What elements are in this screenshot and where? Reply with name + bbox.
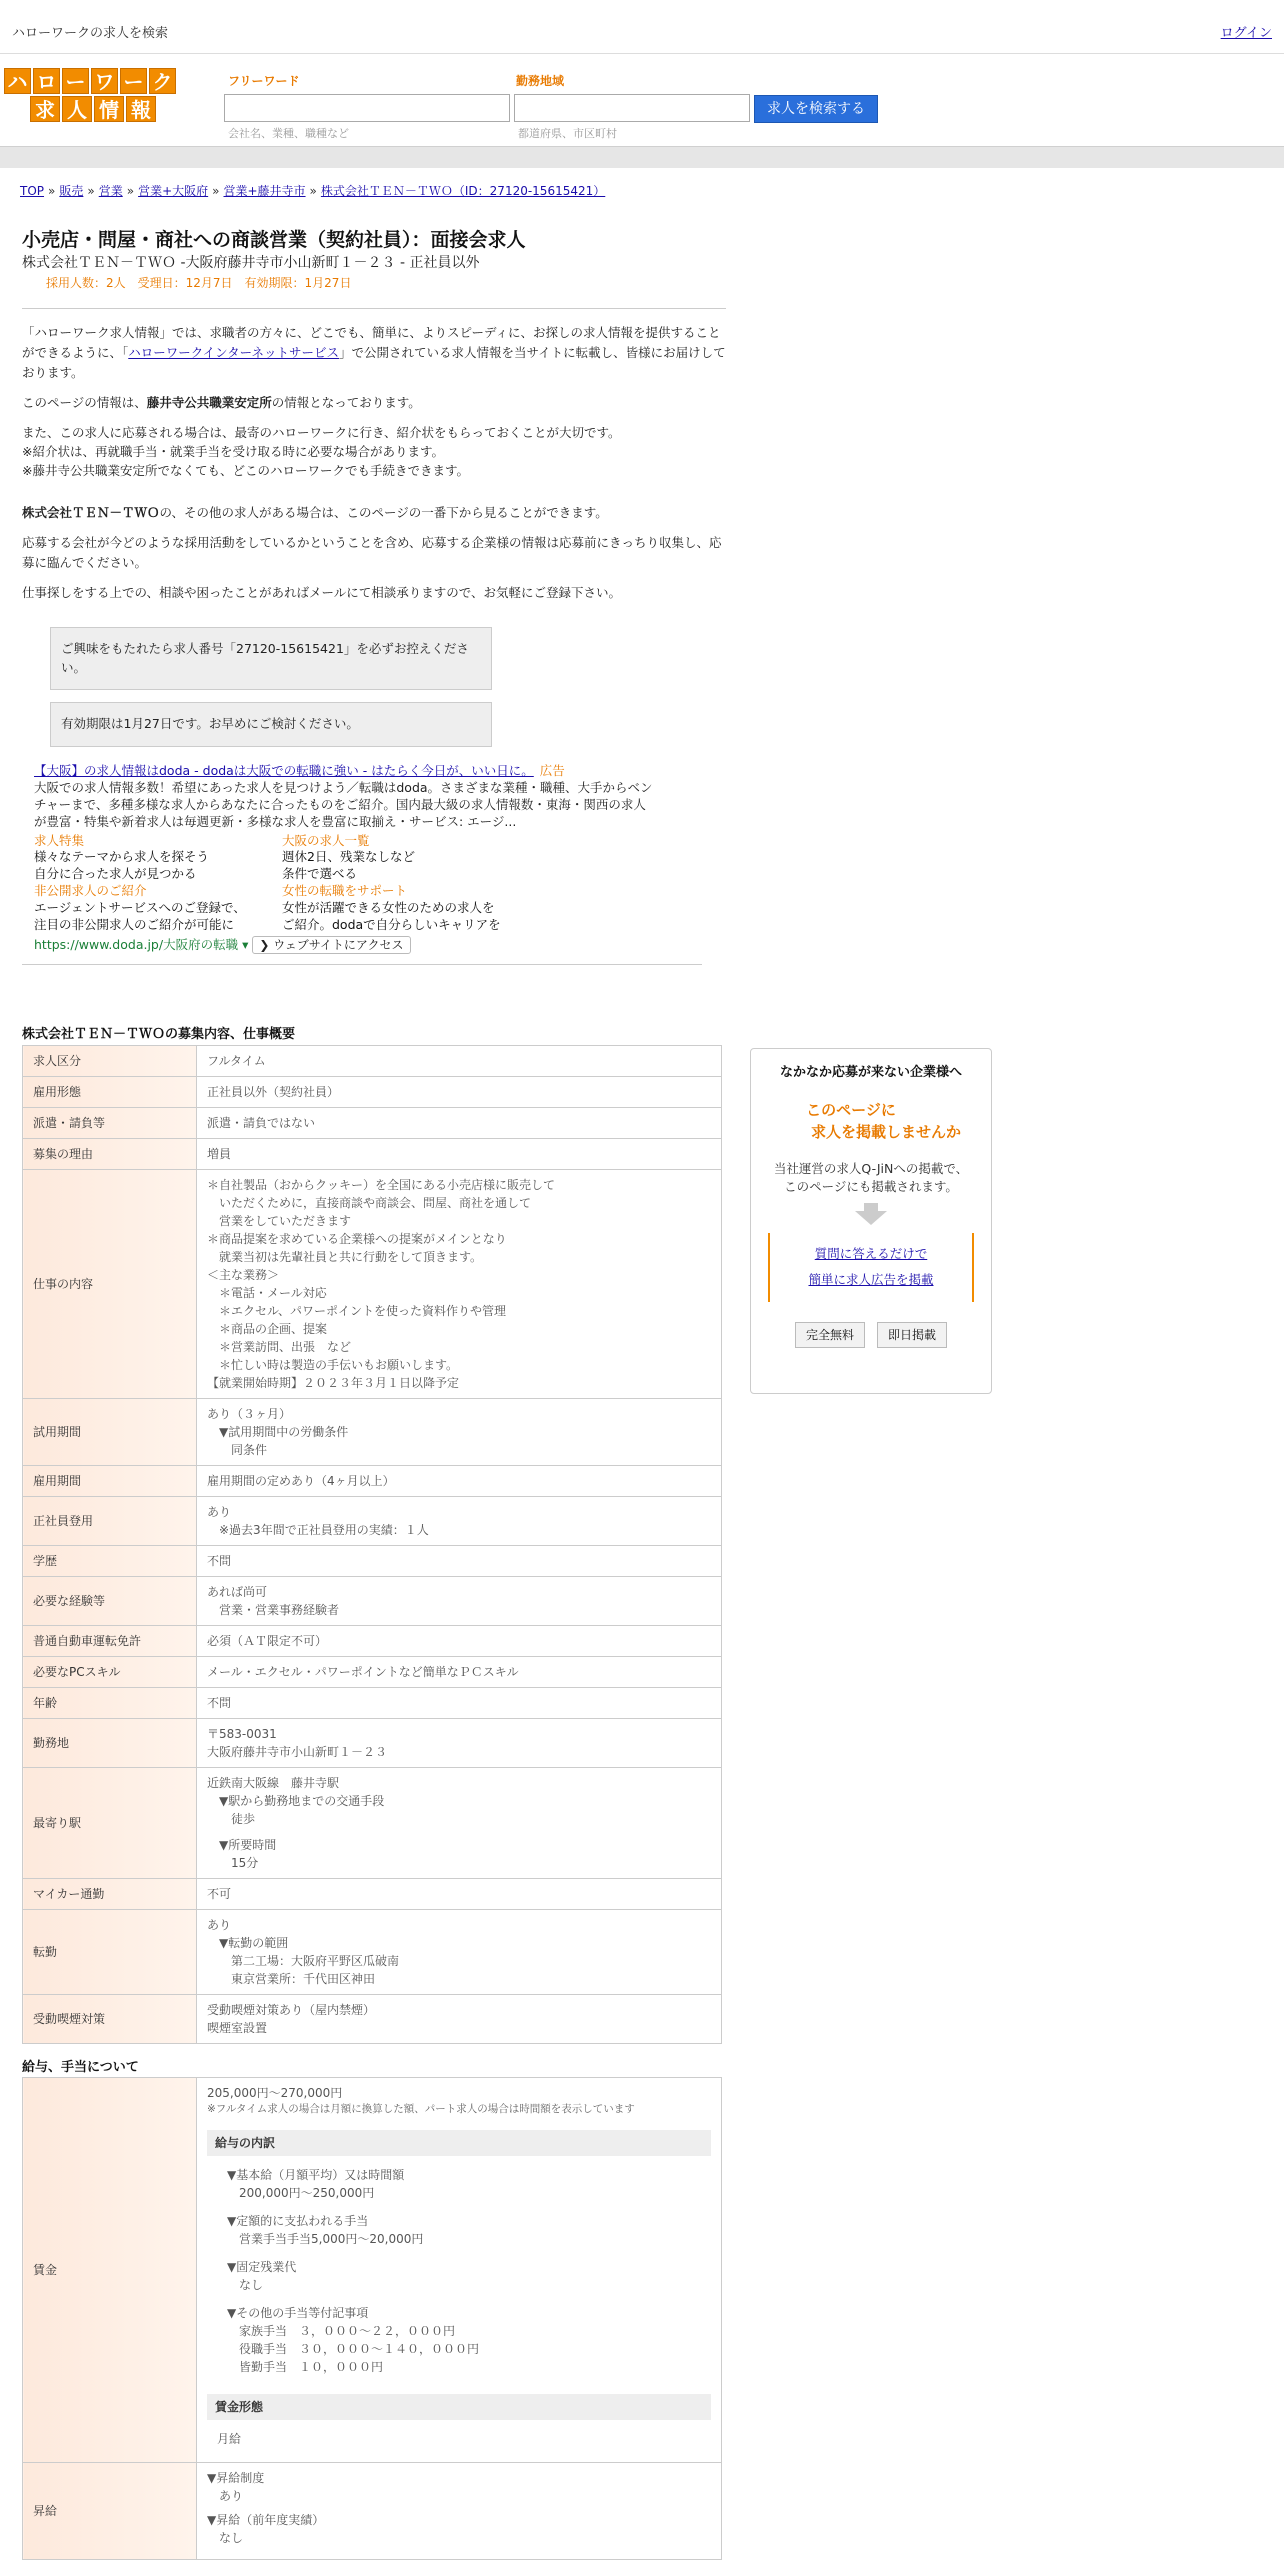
row-value-line: 営業をしていただきます — [207, 1213, 352, 1228]
job-number-notice: ご興味をもたれたら求人番号「27120-15615421」を必ずお控えください。 — [50, 627, 492, 691]
salary-item-value: 営業手当手当5,000円〜20,000円 — [239, 2231, 424, 2246]
raise-heading: ▼昇給制度 — [207, 2470, 265, 2485]
raise-heading: ▼昇給（前年度実績） — [207, 2512, 325, 2527]
breadcrumb-link[interactable]: 営業+藤井寺市 — [223, 184, 306, 198]
row-value-line: 営業・営業事務経験者 — [207, 1602, 340, 1617]
table-row — [23, 1045, 722, 1076]
row-value-line: 喫煙室設置 — [207, 2020, 268, 2035]
row-key: 試用期間 — [23, 1398, 197, 1465]
logo-char: ク — [149, 68, 176, 94]
breadcrumb-separator: » — [48, 184, 56, 198]
row-value-line: ▼所要時間 — [207, 1837, 277, 1852]
salary-item-heading: ▼基本給（月額平均）又は時間額 — [227, 2167, 405, 2182]
row-value-line: ＜主な業務＞ — [207, 1267, 280, 1282]
raise-item — [207, 2511, 711, 2547]
ad-sitelink-text: エージェントサービスへのご登録で、 — [34, 900, 246, 916]
salary-item-value: 役職手当 ３０，０００〜１４０，０００円 — [239, 2341, 480, 2356]
row-value-line: ※過去3年間で正社員登用の実績：１人 — [207, 1522, 429, 1537]
ad-title-link[interactable]: 【大阪】の求人情報はdoda - dodaは大阪での転職に強い - はたらく今日が、いい日に。 — [34, 763, 534, 779]
divider — [22, 308, 726, 309]
referral-paragraph: また、この求人に応募される場合は、最寄のハローワークに行き、紹介状をもらっておくことが大切です。 ※紹介状は、再就職手当・就業手当を受け取る時に必要な場合があります。 ※藤井寺公共職業安定所でなくても、どこのハローワークでも手続きできます。 — [22, 424, 621, 479]
ad-sitelink[interactable] — [282, 833, 542, 884]
ad-sitelinks — [34, 833, 654, 934]
row-value-line: 不可 — [207, 1886, 232, 1901]
salary-table — [22, 2077, 722, 2560]
table-row — [23, 2462, 722, 2559]
salary-item-value: なし — [239, 2277, 264, 2292]
salary-item — [207, 2300, 711, 2382]
row-key: 求人区分 — [23, 1045, 197, 1076]
row-key: 年齢 — [23, 1687, 197, 1718]
row-value — [197, 1169, 722, 1398]
row-value-line: いただくために，直接商談や商談会、問屋、商社を通して — [207, 1195, 532, 1210]
row-value — [197, 1687, 722, 1718]
raise-value: あり — [219, 2488, 244, 2503]
row-value-line: 【就業開始時期】２０２３年３月１日以降予定 — [207, 1375, 460, 1390]
down-arrow-icon — [864, 1203, 878, 1211]
row-value-line: あり（３ヶ月） — [207, 1406, 292, 1421]
salary-item-heading: ▼その他の手当等付記事項 — [227, 2305, 369, 2320]
visit-website-button[interactable]: ❯ ウェブサイトにアクセス — [252, 936, 410, 954]
table-row — [23, 1625, 722, 1656]
table-row — [23, 1767, 722, 1878]
breadcrumb-link[interactable]: 営業+大阪府 — [138, 184, 209, 198]
row-value-line: ▼試用期間中の労働条件 — [207, 1424, 349, 1439]
row-value-line: 同条件 — [207, 1442, 268, 1457]
area-input[interactable] — [514, 94, 750, 122]
row-value — [197, 1909, 722, 1994]
ad-sitelink-text: 様々なテーマから求人を探そう — [34, 849, 210, 865]
details-section-title: 株式会社ＴＥＮ－ＴＷＯの募集内容、仕事概要 — [22, 1027, 296, 1042]
breadcrumb-separator: » — [212, 184, 220, 198]
table-row — [23, 1496, 722, 1545]
search-button[interactable]: 求人を検索する — [754, 95, 878, 123]
chevron-down-icon: ▾ — [242, 936, 249, 952]
wage-form-value: 月給 — [217, 2431, 242, 2446]
row-value-line: 増員 — [207, 1146, 232, 1161]
row-value — [197, 1767, 722, 1878]
side-description: 当社運営の求人Q-JiNへの掲載で、 このページにも掲載されます。 — [773, 1160, 969, 1195]
top-bar — [0, 0, 1284, 54]
salary-breakdown — [207, 2162, 711, 2382]
table-row — [23, 1687, 722, 1718]
row-value-line: ＊自社製品（おからクッキー）を全国にある小売店様に販売して — [207, 1177, 556, 1192]
expiry-notice: 有効期限は1月27日です。お早めにご検討ください。 — [50, 702, 492, 747]
breadcrumb-separator: » — [87, 184, 95, 198]
side-link-post-ad[interactable]: 簡単に求人広告を掲載 — [808, 1272, 934, 1288]
breadcrumb-separator: » — [309, 184, 317, 198]
row-key: 学歴 — [23, 1545, 197, 1576]
row-key: 雇用形態 — [23, 1076, 197, 1107]
salary-key: 賃金 — [23, 2078, 197, 2463]
row-value-line: 就業当初は先輩社員と共に行動をして頂きます。 — [207, 1249, 483, 1264]
login-link[interactable]: ログイン — [1220, 26, 1272, 41]
row-value-line: フルタイム — [207, 1053, 266, 1068]
row-value-line: 不問 — [207, 1553, 232, 1568]
row-value-line: ▼駅から勤務地までの交通手段 — [207, 1793, 385, 1808]
row-key: 普通自動車運転免許 — [23, 1625, 197, 1656]
ad-block — [34, 763, 654, 954]
row-value-line — [207, 1828, 711, 1836]
table-row — [23, 1656, 722, 1687]
row-value — [197, 1994, 722, 2043]
table-row — [23, 1576, 722, 1625]
ad-description: 大阪での求人情報多数！希望にあった求人を見つけよう／転職はdoda。さまざまな業種・職種、大手からベンチャーまで、多種多様な求人からあなたに合ったものをご紹介。国内最大級の求人情報数・東海・関西の求人が豊富・特集や新着求人は毎週更新・多様な求人を豊富に取揃え・サービス: エージ... — [34, 779, 653, 829]
free-word-hint: 会社名、業種、職種など — [228, 127, 349, 140]
logo-char: ー — [120, 68, 147, 94]
table-row — [23, 1718, 722, 1767]
ad-sitelink-title[interactable]: 大阪の求人一覧 — [282, 832, 370, 848]
row-value-line: 受動喫煙対策あり（屋内禁煙） — [207, 2002, 376, 2017]
ad-sitelink-title[interactable]: 求人特集 — [34, 832, 85, 848]
row-value-line: 不問 — [207, 1695, 232, 1710]
salary-item — [207, 2162, 711, 2208]
table-row — [23, 2078, 722, 2463]
row-key: 必要な経験等 — [23, 1576, 197, 1625]
ad-sitelink-title[interactable]: 女性の転職をサポート — [282, 883, 408, 899]
hellowork-logo[interactable] — [4, 68, 180, 124]
row-value-line: 必須（ＡＴ限定不可） — [207, 1633, 328, 1648]
row-value-line: ＊商品提案を求めている企業様への提案がメインとなり — [207, 1231, 507, 1246]
logo-char: ワ — [91, 68, 118, 94]
row-key: 転勤 — [23, 1909, 197, 1994]
ad-sitelink-title[interactable]: 非公開求人のご紹介 — [34, 883, 147, 899]
row-value-line: ＊商品の企画、提案 — [207, 1321, 328, 1336]
row-value-line: 15分 — [207, 1855, 259, 1870]
free-button[interactable]: 完全無料 — [795, 1322, 865, 1348]
other-jobs-paragraph: 株式会社ＴＥＮ－ＴＷＯの、その他の求人がある場合は、このページの一番下から見ることができます。 — [22, 504, 608, 520]
logo-char: 報 — [126, 96, 156, 122]
row-value — [197, 1045, 722, 1076]
area-hint: 都道府県、市区町村 — [518, 127, 617, 140]
ad-url[interactable]: https://www.doda.jp/大阪府の転職 ▾ ❯ ウェブサイトにアクセス — [34, 936, 654, 954]
table-row — [23, 1909, 722, 1994]
raise-key: 昇給 — [23, 2462, 197, 2559]
salary-item — [207, 2254, 711, 2300]
side-title: なかなか応募が来ない企業様へ — [779, 1065, 962, 1080]
breadcrumb-link[interactable]: 販売 — [59, 184, 84, 198]
table-row — [23, 1878, 722, 1909]
ad-sitelink[interactable] — [34, 883, 282, 934]
salary-section-title: 給与、手当について — [22, 2059, 139, 2075]
same-day-button[interactable]: 即日掲載 — [877, 1322, 947, 1348]
ad-sitelink-text: 女性が活躍できる女性のための求人を — [282, 900, 495, 916]
breadcrumb-link[interactable]: 営業 — [98, 184, 123, 198]
row-value — [197, 1496, 722, 1545]
row-value — [197, 1625, 722, 1656]
table-row — [23, 1398, 722, 1465]
job-title: 小売店・問屋・商社への商談営業（契約社員）：面接会求人 — [22, 229, 526, 251]
row-key: 勤務地 — [23, 1718, 197, 1767]
row-value-line: 大阪府藤井寺市小山新町１－２３ — [207, 1744, 388, 1759]
row-value — [197, 1107, 722, 1138]
row-value — [197, 1545, 722, 1576]
row-key: 募集の理由 — [23, 1138, 197, 1169]
logo-char: ー — [62, 68, 89, 94]
raise-value: なし — [219, 2530, 244, 2545]
row-value-line: メール・エクセル・パワーポイントなど簡単なＰＣスキル — [207, 1664, 519, 1679]
row-value-line: あれば尚可 — [207, 1584, 268, 1599]
wage-range: 205,000円〜270,000円 — [207, 2086, 343, 2100]
row-value-line: ＊営業訪問、出張 など — [207, 1339, 352, 1354]
table-row — [23, 1107, 722, 1138]
breadcrumb-separator: » — [126, 184, 135, 198]
row-value-line: 正社員以外（契約社員） — [207, 1084, 340, 1099]
header-divider — [0, 146, 1284, 168]
breadcrumb-link[interactable]: TOP — [20, 184, 45, 198]
wage-form-heading: 賃金形態 — [207, 2394, 711, 2420]
salary-item-value: 家族手当 ３，０００〜２２，０００円 — [239, 2323, 456, 2338]
ad-sitelink-text: 週休2日、残業なしなど — [282, 849, 415, 865]
consult-paragraph: 仕事探しをする上での、相談や困ったことがあればメールにて相談承りますので、お気軽にご登録下さい。 — [22, 584, 622, 600]
logo-char: 情 — [94, 96, 124, 122]
row-key: 正社員登用 — [23, 1496, 197, 1545]
row-value-line: 近鉄南大阪線 藤井寺駅 — [207, 1775, 340, 1790]
row-value-line: 東京営業所：千代田区神田 — [207, 1971, 376, 1986]
job-meta: 採用人数：2人 受理日：12月7日 有効期限：1月27日 — [46, 275, 352, 290]
row-value-line: 〒583-0031 — [207, 1726, 277, 1741]
row-key: マイカー通勤 — [23, 1878, 197, 1909]
down-arrow-icon — [855, 1211, 887, 1225]
ad-sitelink-text: 注目の非公開求人のご紹介が可能に — [34, 916, 235, 932]
table-row — [23, 1994, 722, 2043]
table-row — [23, 1169, 722, 1398]
table-row — [23, 1076, 722, 1107]
row-value — [197, 1656, 722, 1687]
logo-char: ハ — [4, 68, 31, 94]
source-paragraph: このページの情報は、藤井寺公共職業安定所の情報となっております。 — [22, 394, 421, 410]
table-row — [23, 1138, 722, 1169]
side-links — [768, 1233, 974, 1302]
ad-sitelink-text: 条件で選べる — [282, 866, 358, 882]
side-headline: このページに 求人を掲載しませんか — [806, 1100, 961, 1141]
breadcrumb-link[interactable]: 株式会社ＴＥＮ－ＴＷＯ（ID：27120-15615421） — [320, 184, 606, 198]
header — [0, 54, 1284, 146]
row-value-line: 雇用期間の定めあり（4ヶ月以上） — [207, 1473, 395, 1488]
logo-char: ロ — [33, 68, 60, 94]
row-value-line: 徒歩 — [207, 1811, 256, 1826]
row-value-line: あり — [207, 1917, 232, 1932]
area-label: 勤務地域 — [516, 74, 565, 88]
breadcrumb — [20, 182, 605, 200]
row-value — [197, 1576, 722, 1625]
row-value — [197, 1398, 722, 1465]
salary-item-heading: ▼定額的に支払われる手当 — [227, 2213, 369, 2228]
row-value-line: 派遣・請負ではない — [207, 1115, 316, 1130]
row-value-line: あり — [207, 1504, 232, 1519]
side-link-questions[interactable]: 質問に答えるだけで — [814, 1246, 928, 1261]
row-value-line: ＊電話・メール対応 — [207, 1285, 327, 1300]
ad-sitelink[interactable] — [34, 833, 282, 884]
ad-sitelink-text: 自分に合った求人が見つかる — [34, 866, 197, 882]
free-word-input[interactable] — [224, 94, 510, 122]
row-value — [197, 1718, 722, 1767]
main-content — [22, 228, 726, 2560]
salary-item — [207, 2208, 711, 2254]
side-promo-box — [750, 1048, 992, 1394]
row-key: 仕事の内容 — [23, 1169, 197, 1398]
ad-sitelink[interactable] — [282, 883, 542, 934]
logo-char: 人 — [62, 96, 92, 122]
job-subtitle: 株式会社ＴＥＮ－ＴＷＯ -大阪府藤井寺市小山新町１－２３ - 正社員以外 — [22, 254, 480, 271]
table-row — [23, 1465, 722, 1496]
hellowork-internet-link[interactable]: ハローワークインターネットサービス — [128, 344, 340, 360]
ad-label: 広告 — [539, 763, 565, 779]
table-row — [23, 1545, 722, 1576]
logo-char: 求 — [30, 96, 60, 122]
raise-item — [207, 2469, 711, 2505]
row-value — [197, 1138, 722, 1169]
breakdown-heading: 給与の内訳 — [207, 2130, 711, 2156]
ad-sitelink-text: ご紹介。dodaで自分らしいキャリアを — [282, 916, 501, 932]
wage-note: ※フルタイム求人の場合は月額に換算した額、パート求人の場合は時間額を表示しています — [207, 2103, 635, 2115]
side-buttons — [751, 1322, 991, 1348]
salary-item-value: 皆勤手当 １０，０００円 — [239, 2359, 384, 2374]
intro-paragraph: 「ハローワーク求人情報」では、求職者の方々に、どこでも、簡単に、よりスピーディに、お探しの求人情報を提供することができるように、「ハローワークインターネットサービス」で公開されている求人情報を当サイトに転載し、皆様にお届けしております。 — [22, 324, 726, 380]
row-key: 雇用期間 — [23, 1465, 197, 1496]
research-paragraph: 応募する会社が今どのような採用活動をしているかということを含め、応募する企業様の情報は応募前にきっちり収集し、応募に臨んでください。 — [22, 534, 722, 570]
row-key: 最寄り駅 — [23, 1767, 197, 1878]
row-key: 派遣・請負等 — [23, 1107, 197, 1138]
row-value-line: ▼転勤の範囲 — [207, 1935, 289, 1950]
row-value-line: 第二工場：大阪府平野区瓜破南 — [207, 1953, 400, 1968]
free-word-label: フリーワード — [228, 74, 300, 88]
row-value — [197, 1465, 722, 1496]
row-key: 必要なPCスキル — [23, 1656, 197, 1687]
salary-item-heading: ▼固定残業代 — [227, 2259, 297, 2274]
salary-item-value: 200,000円〜250,000円 — [239, 2185, 375, 2200]
details-table — [22, 1045, 722, 2044]
row-value-line: ＊忙しい時は製造の手伝いもお願いします。 — [207, 1357, 459, 1372]
row-key: 受動喫煙対策 — [23, 1994, 197, 2043]
row-value — [197, 1878, 722, 1909]
row-value-line: ＊エクセル、パワーポイントを使った資料作りや管理 — [207, 1303, 507, 1318]
site-title: ハローワークの求人を検索 — [12, 26, 169, 41]
row-value — [197, 1076, 722, 1107]
